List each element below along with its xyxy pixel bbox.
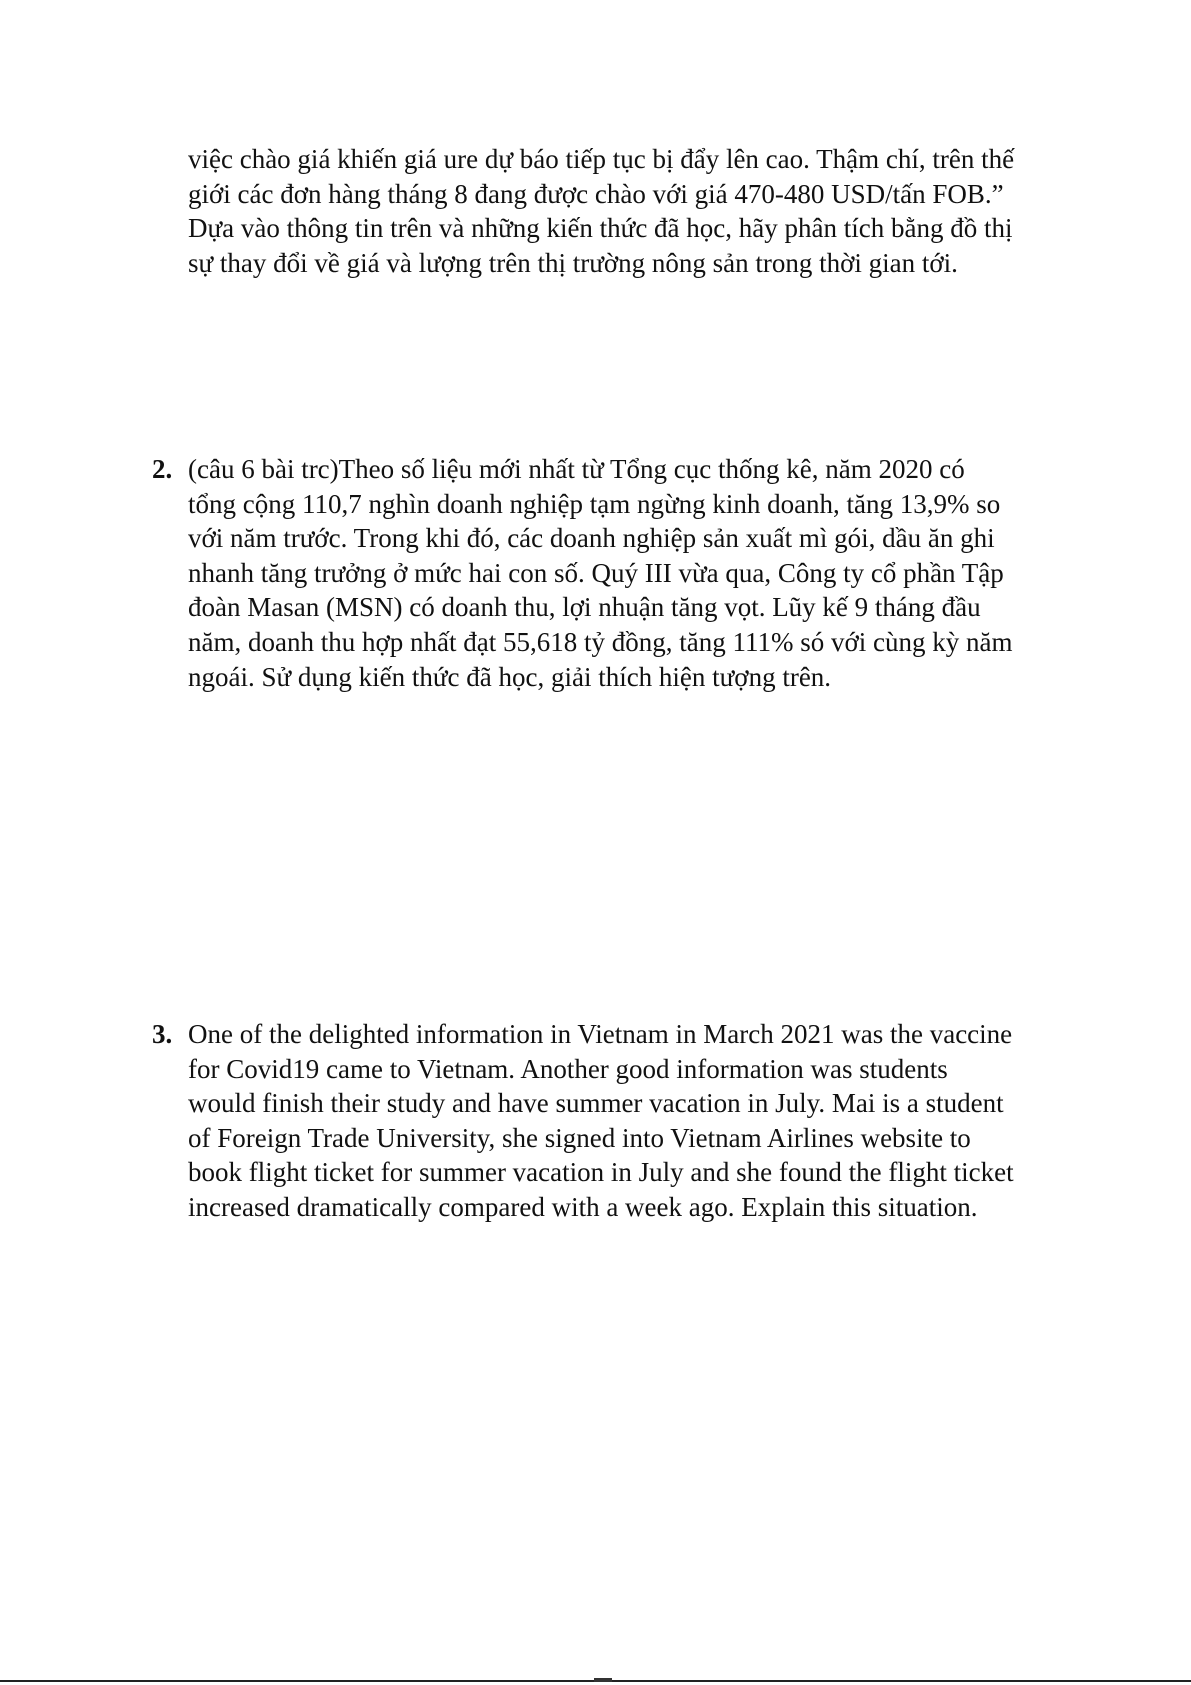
text-line: would finish their study and have summer vacation in July. Mai is a student xyxy=(188,1088,1004,1119)
text-line: đoàn Masan (MSN) có doanh thu, lợi nhuận tăng vọt. Lũy kế 9 tháng đầu xyxy=(188,592,981,623)
text-line: tổng cộng 110,7 nghìn doanh nghiệp tạm ngừng kinh doanh, tăng 13,9% so xyxy=(188,488,1001,519)
text-line: sự thay đổi về giá và lượng trên thị trường nông sản trong thời gian tới. xyxy=(188,247,958,278)
paragraph xyxy=(188,1017,1068,1225)
text-line: One of the delighted information in Vietnam in March 2021 was the vaccine xyxy=(188,1019,1013,1049)
text-line: (câu 6 bài trc)Theo số liệu mới nhất từ Tổng cục thống kê, năm 2020 có xyxy=(188,454,965,484)
paragraph xyxy=(188,142,1068,280)
text-line: nhanh tăng trưởng ở mức hai con số. Quý III vừa qua, Công ty cổ phần Tập xyxy=(188,557,1004,588)
text-line: Dựa vào thông tin trên và những kiến thức đã học, hãy phân tích bằng đồ thị xyxy=(188,213,1013,244)
text-line: năm, doanh thu hợp nhất đạt 55,618 tỷ đồng, tăng 111% só với cùng kỳ năm xyxy=(188,626,1013,657)
text-line: increased dramatically compared with a week ago. Explain this situation. xyxy=(188,1191,978,1222)
question-1-continuation xyxy=(188,142,1068,280)
text-line: giới các đơn hàng tháng 8 đang được chào với giá 470-480 USD/tấn FOB.” xyxy=(188,178,1004,209)
page-bottom-mark xyxy=(594,1678,612,1682)
question-number: 3. xyxy=(152,1019,173,1049)
text-line: việc chào giá khiến giá ure dự báo tiếp tục bị đẩy lên cao. Thậm chí, trên thế xyxy=(188,144,1015,174)
text-line: ngoái. Sử dụng kiến thức đã học, giải thích hiện tượng trên. xyxy=(188,661,832,692)
question-number: 2. xyxy=(152,454,173,484)
text-line: for Covid19 came to Vietnam. Another good information was students xyxy=(188,1053,948,1084)
text-line: of Foreign Trade University, she signed into Vietnam Airlines website to xyxy=(188,1122,971,1153)
text-line: với năm trước. Trong khi đó, các doanh nghiệp sản xuất mì gói, dầu ăn ghi xyxy=(188,523,995,554)
paragraph xyxy=(188,452,1068,694)
question-3 xyxy=(152,1017,1068,1225)
question-2 xyxy=(152,452,1068,694)
text-line: book flight ticket for summer vacation in July and she found the flight ticket xyxy=(188,1157,1014,1188)
